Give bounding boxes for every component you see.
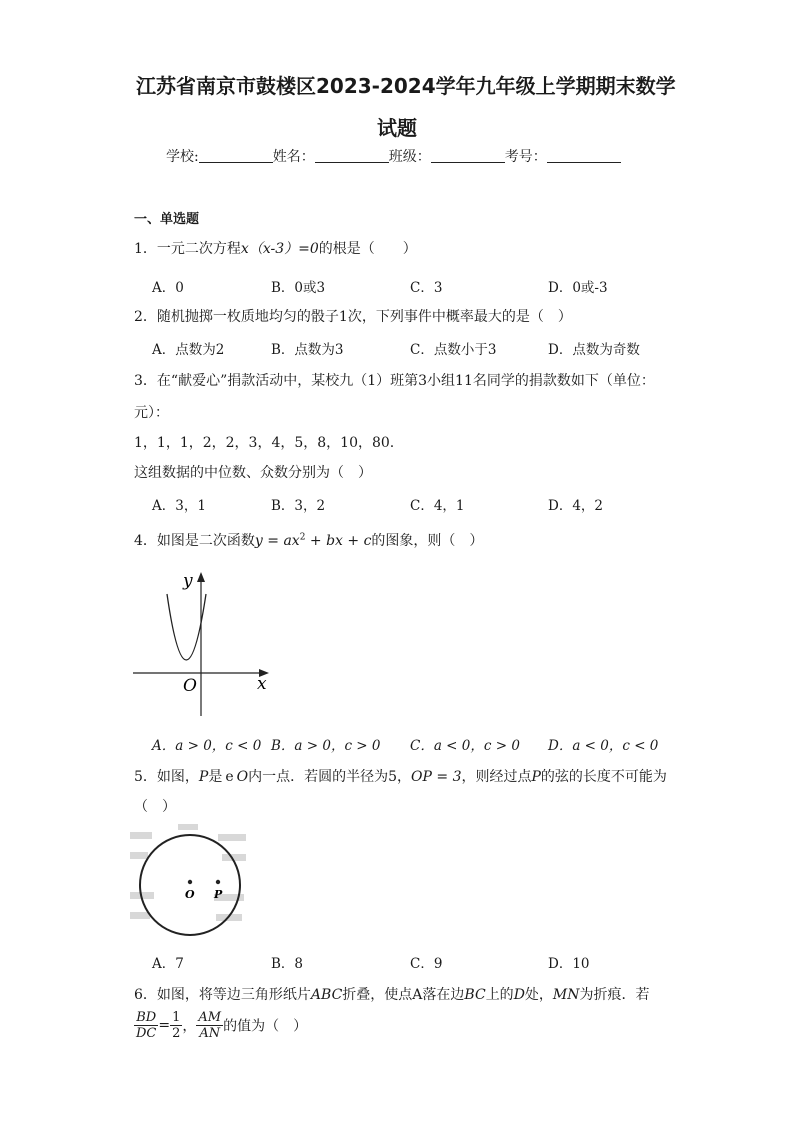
question-3-data: 1，1，1，2，2，3，4，5，8，10，80. [134, 435, 395, 451]
info-name-label: 姓名： [272, 149, 315, 165]
info-class-label: 班级： [388, 149, 431, 165]
q5-p5: 的弦的长度不可能为 [540, 769, 667, 785]
y-axis-arrow [197, 572, 205, 582]
q6-frac-one-half: $\frac{1}{2}$ [172, 1010, 181, 1041]
q5-circle-figure [128, 822, 252, 942]
q1-option-a[interactable]: A．0 [152, 280, 184, 296]
q5-p1: 5．如图， [134, 769, 199, 785]
q6-comma: ， [182, 1018, 197, 1035]
info-name-blank[interactable] [315, 148, 389, 163]
q5-option-a[interactable]: A．7 [152, 956, 184, 972]
page-title-line1: 江苏省南京市鼓楼区2023-2024学年九年级上学期期末数学 [136, 74, 676, 98]
center-point [188, 880, 192, 884]
question-6-line2 [134, 1010, 307, 1041]
circle-o [140, 835, 240, 935]
q5-op: OP = 3 [411, 769, 462, 785]
q2-option-d[interactable]: D．点数为奇数 [548, 342, 640, 358]
x-axis-label: x [257, 674, 267, 694]
q5-p3: 内一点．若圆的半径为5， [248, 769, 412, 785]
point-p [216, 880, 220, 884]
question-5 [134, 766, 667, 786]
q1-option-c[interactable]: C．3 [410, 280, 443, 296]
q4-option-b[interactable]: B．a > 0，c > 0 [271, 738, 381, 754]
info-school-label: 学校: [166, 149, 199, 165]
q2-option-c[interactable]: C．点数小于3 [410, 342, 497, 358]
q6-abc: ABC [310, 987, 343, 1003]
info-id-label: 考号： [504, 149, 547, 165]
q6-p2: 折叠，使点A落在边 [342, 987, 465, 1003]
q6-frac-am-an: $\frac{AM}{AN}$ [198, 1010, 222, 1041]
q6-p1: 6．如图，将等边三角形纸片 [134, 987, 311, 1003]
q5-center-o: O [236, 769, 249, 785]
bleed-through-marks [130, 824, 246, 921]
q4-suffix: 的图象，则（ ） [371, 533, 484, 549]
q4-prefix: 4．如图是二次函数 [134, 533, 255, 549]
q1-prefix: 1．一元二次方程 [134, 241, 241, 257]
q1-option-d[interactable]: D．0或-3 [548, 280, 608, 296]
parabola-curve [167, 594, 206, 660]
q4-option-a[interactable]: A．a > 0，c < 0 [152, 738, 262, 754]
q5-point-p2: P [531, 769, 541, 785]
q4-formula-exp: 2 [299, 532, 306, 543]
q6-mn: MN [552, 987, 580, 1003]
q1-suffix: 的根是（ ） [318, 241, 417, 257]
q4-parabola-graph [126, 566, 276, 722]
q3-option-c[interactable]: C．4，1 [410, 498, 465, 514]
question-3-line1: 3．在“献爱心”捐款活动中，某校九（1）班第3小组11名同学的捐款数如下（单位： [134, 373, 655, 389]
q6-frac-bd-dc: $\frac{BD}{DC}$ [136, 1010, 157, 1041]
q6-p3: 上的 [485, 987, 514, 1003]
info-class-blank[interactable] [431, 148, 505, 163]
q4-option-c[interactable]: C．a < 0，c > 0 [410, 738, 520, 754]
q1-equation: x（x-3）=0 [240, 241, 319, 257]
q3-option-b[interactable]: B．3，2 [271, 498, 326, 514]
q5-p4: ，则经过点 [461, 769, 532, 785]
q6-p5: 为折痕．若 [579, 987, 650, 1003]
question-2: 2．随机抛掷一枚质地均匀的骰子1次，下列事件中概率最大的是（ ） [134, 309, 572, 325]
label-o: O [185, 888, 195, 901]
q5-circle-symbol: e [225, 769, 234, 785]
q5-option-b[interactable]: B．8 [271, 956, 304, 972]
q5-p2: 是 [208, 769, 223, 785]
q6-d: D [513, 987, 525, 1003]
question-6-line1 [134, 984, 650, 1004]
q4-option-d[interactable]: D．a < 0，c < 0 [548, 738, 659, 754]
q4-formula-lhs: y = ax [254, 533, 300, 549]
q3-option-a[interactable]: A．3，1 [152, 498, 206, 514]
q5-point-p: P [198, 769, 209, 785]
q1-option-b[interactable]: B．0或3 [271, 280, 326, 296]
q5-option-c[interactable]: C．9 [410, 956, 443, 972]
q6-bc: BC [464, 987, 486, 1003]
q6-p6: 的值为（ ） [223, 1018, 308, 1035]
q2-option-b[interactable]: B．点数为3 [271, 342, 344, 358]
q5-option-d[interactable]: D．10 [548, 956, 590, 972]
page-title-line2: 试题 [377, 116, 417, 140]
info-school-blank[interactable] [199, 148, 273, 163]
q3-option-d[interactable]: D．4，2 [548, 498, 604, 514]
q2-option-a[interactable]: A．点数为2 [152, 342, 225, 358]
q4-formula-rest: + bx + c [305, 533, 372, 549]
question-3-line2: 元）： [134, 405, 169, 421]
q6-p4: 处， [524, 987, 553, 1003]
question-1 [134, 238, 417, 258]
question-3-question: 这组数据的中位数、众数分别为（ ） [134, 465, 372, 481]
origin-label: O [183, 676, 197, 696]
section-title: 一、单选题 [134, 212, 200, 227]
y-axis-label: y [183, 571, 193, 591]
label-p: P [214, 888, 223, 901]
q6-eq: = [158, 1017, 171, 1034]
question-4 [134, 530, 483, 550]
info-id-blank[interactable] [547, 148, 621, 163]
q5-bracket: （ ） [134, 799, 176, 815]
info-fields [166, 146, 621, 166]
